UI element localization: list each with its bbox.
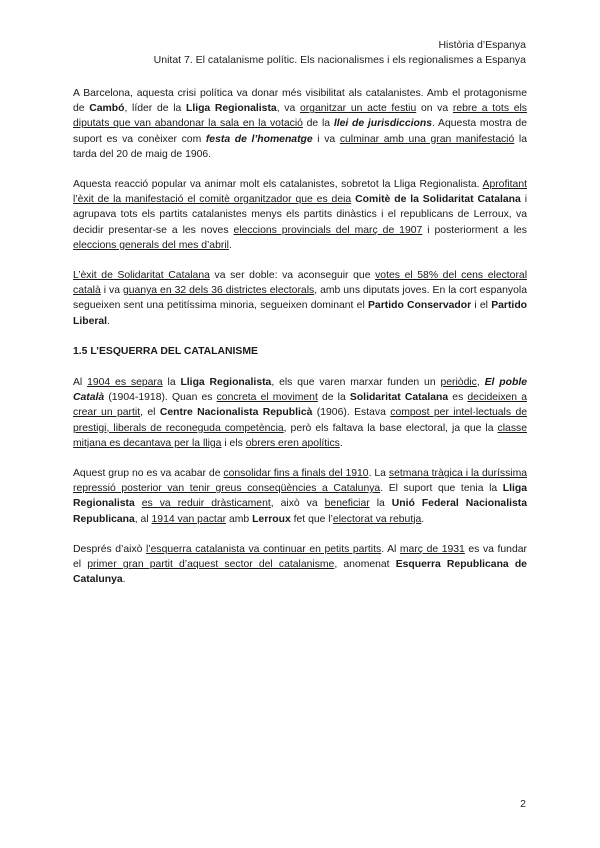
text-run: i agrupava tots els partits catalanistes menys els partits dinàstics i el republicans de Lerroux, va decidir presentar-se a les noves: [73, 194, 528, 236]
paragraph-group-intro: [73, 86, 527, 329]
paragraph-p1: [73, 86, 527, 162]
paragraph-p5: [73, 466, 527, 527]
page-header: [56, 38, 526, 68]
underlined-text: electorat va rebutja: [332, 513, 422, 525]
text-run: la: [162, 377, 181, 389]
text-run: . El suport que tenia la: [380, 483, 503, 495]
bold-text: Lliga Regionalista: [180, 377, 272, 389]
text-run: Aquest grup no es va acabar de: [73, 468, 224, 480]
document-body: [73, 86, 527, 602]
bold-text: Unió Federal Nacionalista Republicana: [73, 498, 527, 525]
text-run: , els que varen marxar funden un: [271, 377, 441, 389]
underlined-text: consolidar fins a finals del 1910: [223, 468, 369, 480]
underlined-text: 1904 es separa: [87, 377, 163, 389]
text-run: (1904-1918). Quan es: [104, 392, 217, 404]
text-run: on va: [416, 103, 453, 115]
text-run: .: [228, 239, 232, 251]
paragraph-p6: [73, 542, 527, 588]
underlined-text: obrers eren apolítics: [245, 437, 340, 449]
bold-text: Partido Liberal: [73, 300, 528, 327]
paragraph-p3: [73, 268, 527, 329]
text-run: i posteriorment a les: [422, 224, 527, 236]
text-run: es: [448, 392, 468, 404]
text-run: , el: [140, 407, 160, 419]
underlined-text: L’èxit de Solidaritat Catalana: [73, 270, 210, 282]
section-heading: 1.5 L’ESQUERRA DEL CATALANISME: [73, 345, 258, 357]
text-run: fet que l’: [290, 513, 333, 525]
text-run: i va: [100, 285, 123, 297]
text-run: la: [369, 498, 392, 510]
bold-text: Lerroux: [252, 513, 291, 525]
text-run: .: [339, 437, 343, 449]
text-run: Al: [73, 377, 88, 389]
underlined-text: compost per intel·lectuals de prestigi, liberals de reconeguda competència: [73, 407, 527, 434]
bold-text: Centre Nacionalista Republicà: [159, 407, 313, 419]
text-run: .: [122, 574, 126, 586]
underlined-text: es va reduir dràsticament: [141, 498, 271, 510]
text-run: i el: [471, 300, 492, 312]
text-run: ,: [476, 377, 485, 389]
bold-italic-text: llei de jurisdiccions: [333, 118, 432, 130]
text-run: , va: [276, 103, 300, 115]
header-course-title: Història d’Espanya: [438, 39, 526, 51]
text-run: , al: [134, 513, 152, 525]
text-run: amb: [226, 513, 253, 525]
underlined-text: eleccions generals del mes d’abril: [73, 239, 229, 251]
paragraph-group-section: [73, 375, 527, 587]
underlined-text: votes el 58% del cens electoral català: [73, 270, 528, 297]
underlined-text: primer gran partit d’aquest sector del catalanisme: [87, 559, 335, 571]
underlined-text: 1914 van pactar: [151, 513, 227, 525]
text-run: de la: [302, 118, 334, 130]
text-run: i els: [221, 437, 246, 449]
bold-text: Cambó: [89, 103, 125, 115]
underlined-text: periòdic: [440, 377, 477, 389]
text-run: es va fundar el: [73, 543, 527, 571]
text-run: . Aquesta mostra de suport es va conèixer com: [73, 118, 527, 145]
underlined-text: l’esquerra catalanista va continuar en petits partits: [146, 543, 382, 555]
underlined-text: març de 1931: [399, 543, 465, 555]
underlined-text: classe mitjana es decantava per la lliga: [73, 422, 527, 449]
text-run: Després d’això: [73, 543, 146, 555]
text-run: A Barcelona, aquesta crisi política va donar més visibilitat als catalanistes. Amb el protagonisme de: [73, 88, 527, 115]
header-unit-title: Unitat 7. El catalanisme polític. Els nacionalismes i els regionalismes a Espanya: [153, 54, 526, 66]
text-run: , això va: [270, 498, 325, 510]
underlined-text: eleccions provincials del març de 1907: [233, 224, 423, 236]
bold-italic-text: El poble Català: [73, 377, 527, 404]
paragraph-p2: [73, 177, 527, 253]
underlined-text: beneficiar: [324, 498, 370, 510]
underlined-text: decideixen a crear un partit: [73, 392, 527, 419]
text-run: Aquesta reacció popular va animar molt els catalanistes, sobretot la Lliga Regionalista.: [73, 179, 483, 191]
text-run: , però els faltava la base electoral, ja que la: [283, 422, 498, 434]
text-run: , anomenat: [334, 559, 396, 571]
bold-text: Solidaritat Catalana: [349, 392, 449, 404]
text-run: . Al: [381, 543, 400, 555]
page-number: 2: [520, 798, 526, 810]
text-run: va ser doble: va aconseguir que: [209, 270, 376, 282]
text-run: i va: [312, 133, 340, 145]
bold-text: Esquerra Republicana de Catalunya: [73, 559, 527, 586]
underlined-text: concreta el moviment: [216, 392, 318, 404]
text-run: [135, 498, 142, 509]
text-run: .: [421, 513, 425, 525]
text-run: . La: [368, 468, 389, 480]
text-run: (1906). Estava: [312, 407, 391, 419]
underlined-text: rebre a tots els diputats que van abandonar la sala en la votació: [73, 103, 527, 130]
bold-text: Comitè de la Solidaritat Catalana: [355, 194, 521, 206]
text-run: la tarda del 20 de maig de 1906.: [73, 133, 527, 160]
bold-text: Lliga Regionalista: [185, 103, 277, 115]
bold-text: Partido Conservador: [368, 300, 472, 312]
text-run: , líder de la: [124, 103, 186, 115]
underlined-text: Aprofitant l’èxit de la manifestació el comitè organitzador que es deia: [73, 179, 527, 206]
paragraph-p4: [73, 375, 527, 451]
underlined-text: organitzar un acte festiu: [299, 103, 417, 115]
underlined-text: setmana tràgica i la duríssima repressió posterior van tenir greus conseqüències a Catalunya: [73, 468, 528, 495]
bold-text: Lliga Regionalista: [73, 483, 528, 510]
underlined-text: culminar amb una gran manifestació: [339, 133, 515, 145]
underlined-text: guanya en 32 dels 36 districtes electorals: [122, 285, 315, 297]
text-run: .: [107, 315, 110, 327]
bold-italic-text: festa de l’homenatge: [205, 133, 313, 145]
text-run: de la: [317, 392, 350, 404]
text-run: , amb uns diputats joves. En la cort espanyola segueixen sent una petitíssima minoria, segueixen dominant el: [73, 285, 527, 312]
